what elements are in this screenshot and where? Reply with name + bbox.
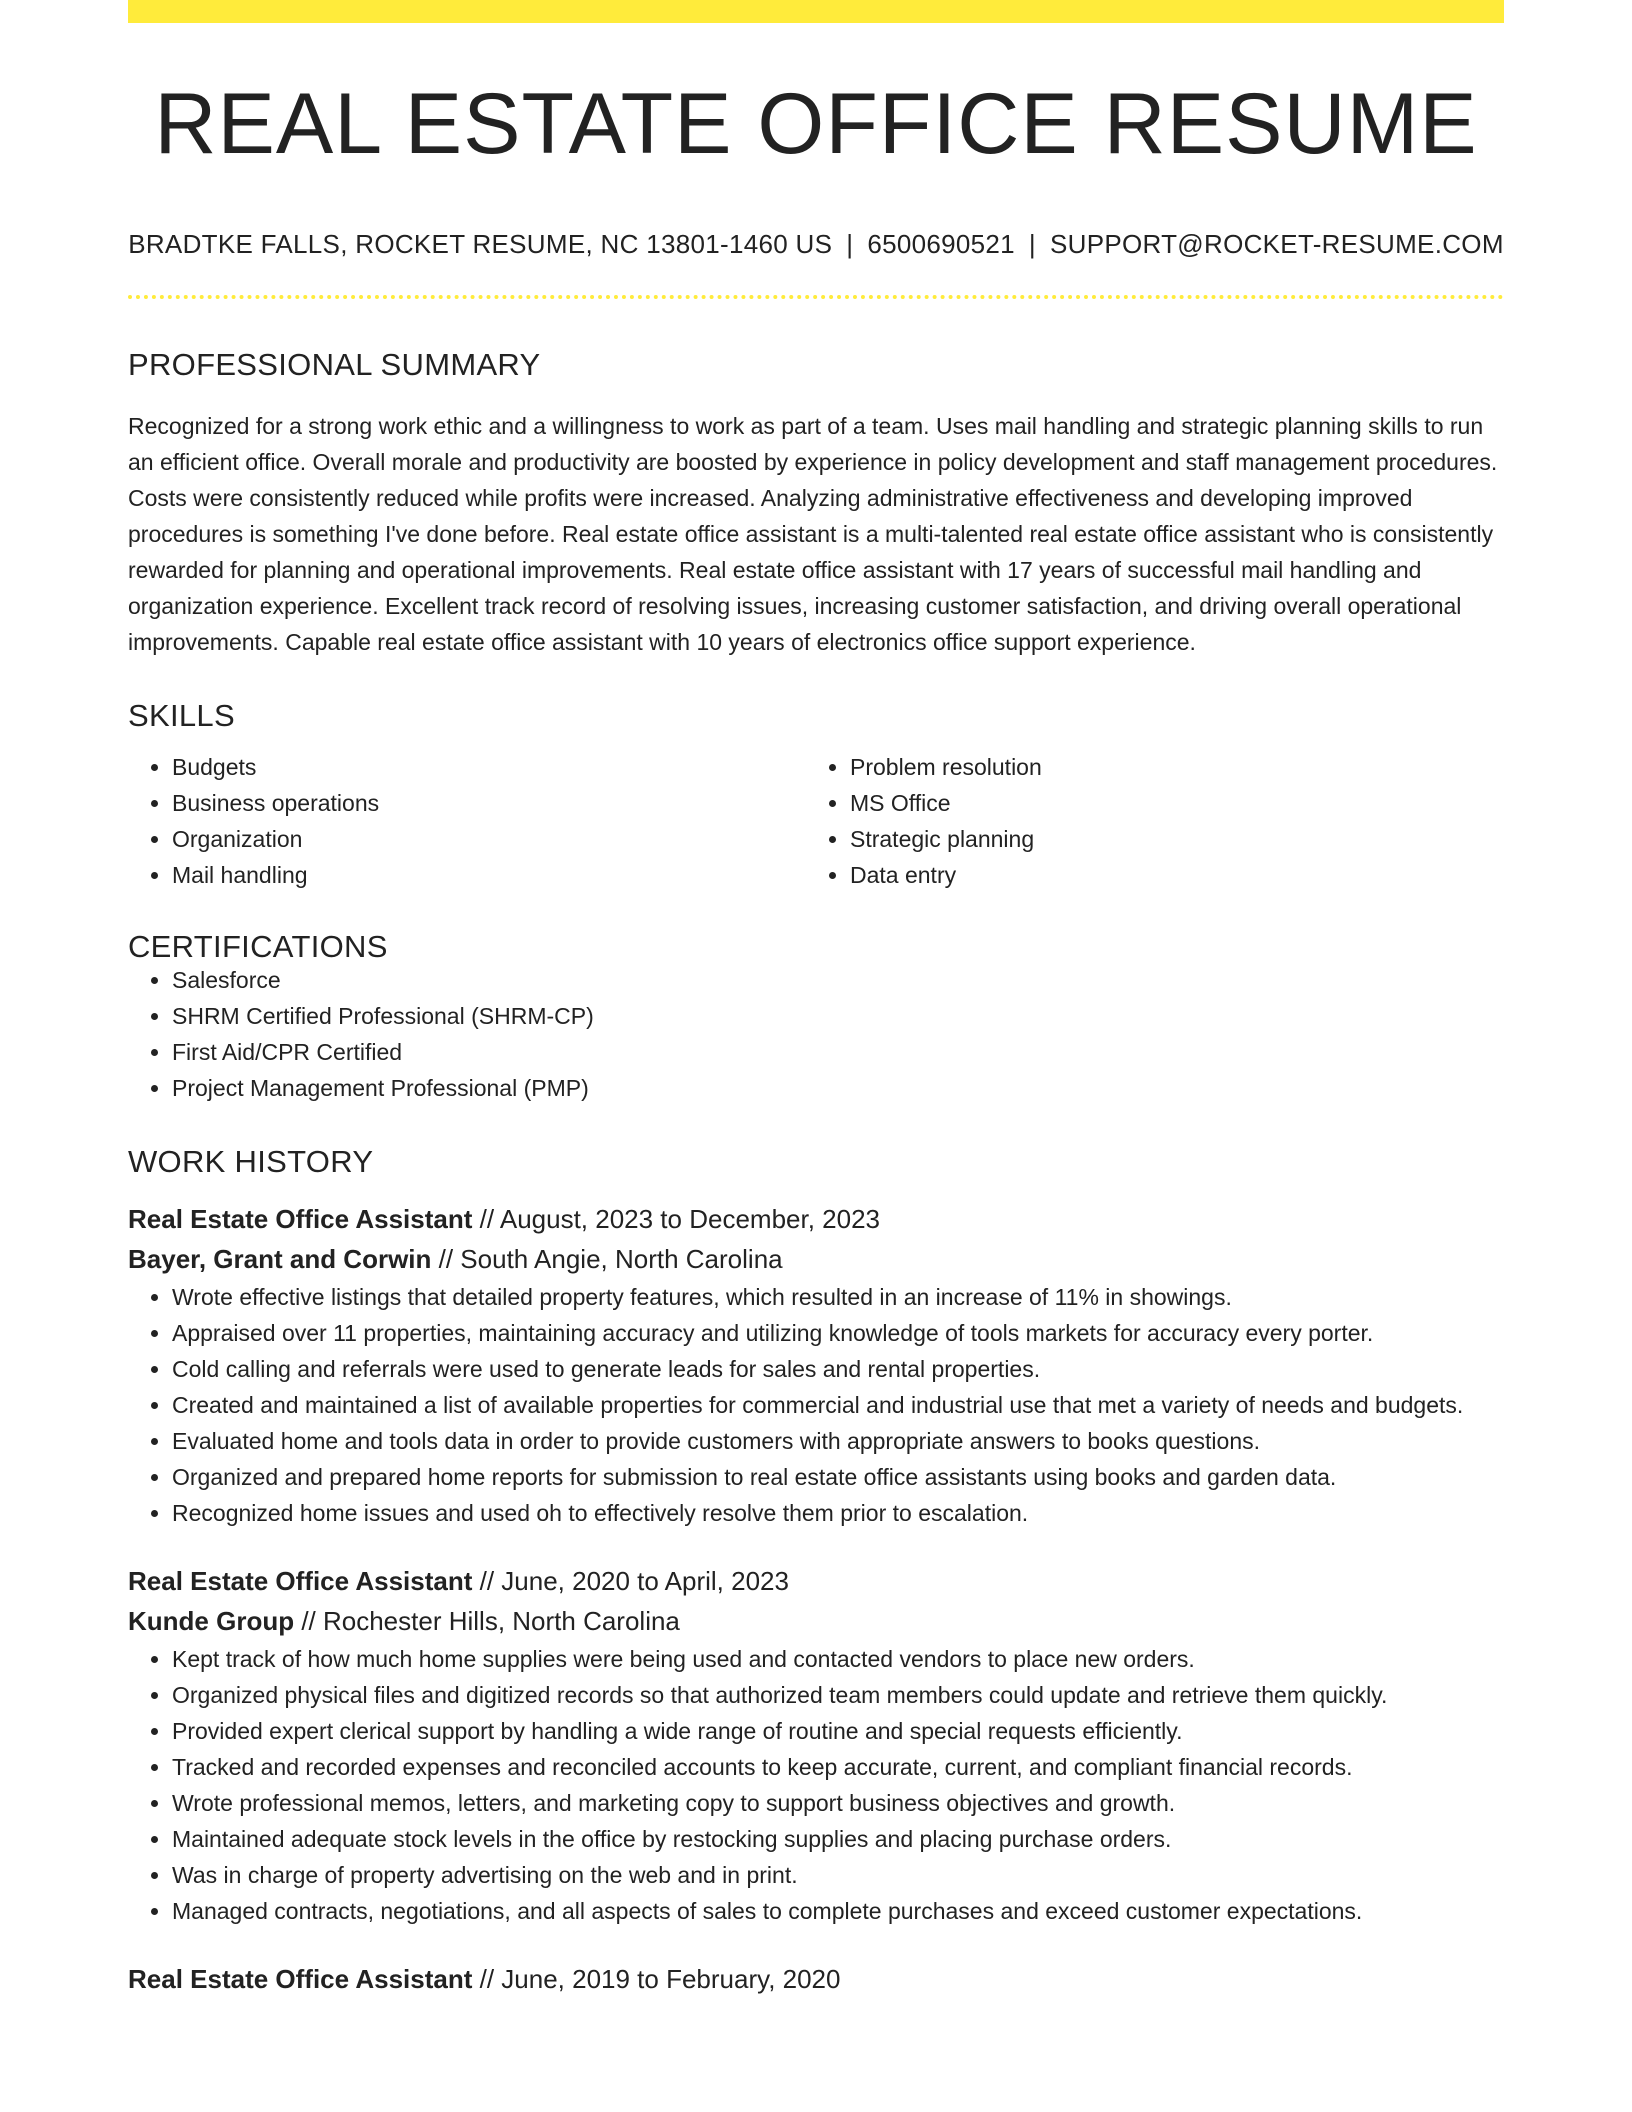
job-company-line [128, 1239, 1504, 1279]
skill-item: • Business operations [172, 785, 806, 821]
job-duty-item: • Recognized home issues and used oh to effectively resolve them prior to escalation. [172, 1495, 1504, 1531]
job-duty-item: • Appraised over 11 properties, maintaining accuracy and utilizing knowledge of tools markets for accuracy every porter. [172, 1315, 1504, 1351]
job-duty-item: • Managed contracts, negotiations, and all aspects of sales to complete purchases and exceed customer expectations. [172, 1893, 1504, 1929]
job-duty-item: • Was in charge of property advertising on the web and in print. [172, 1857, 1504, 1893]
job-title-line [128, 1199, 1504, 1239]
job-duty-item: • Evaluated home and tools data in order to provide customers with appropriate answers to books questions. [172, 1423, 1504, 1459]
skill-item: • Mail handling [172, 857, 806, 893]
certification-item: • Salesforce [172, 962, 1504, 998]
job-dates: // June, 2019 to February, 2020 [472, 1964, 841, 1994]
resume-title: REAL ESTATE OFFICE RESUME [154, 76, 1478, 172]
contact-separator: | [846, 229, 854, 259]
summary-heading: PROFESSIONAL SUMMARY [128, 347, 541, 382]
job-location: // Rochester Hills, North Carolina [294, 1606, 680, 1636]
skill-item: • Problem resolution [850, 749, 1484, 785]
job-duty-item: • Wrote professional memos, letters, and marketing copy to support business objectives and growth. [172, 1785, 1504, 1821]
resume-page [128, 0, 1504, 1999]
certifications-list [128, 962, 1504, 1106]
job-company-line [128, 1601, 1504, 1641]
work-history-heading: WORK HISTORY [128, 1144, 374, 1179]
accent-top-bar [128, 0, 1504, 23]
certification-item: • Project Management Professional (PMP) [172, 1070, 1504, 1106]
job-duty-item: • Maintained adequate stock levels in the office by restocking supplies and placing purchase orders. [172, 1821, 1504, 1857]
job-title-line [128, 1959, 1504, 1999]
job-duty-item: • Tracked and recorded expenses and reconciled accounts to keep accurate, current, and compliant financial records. [172, 1749, 1504, 1785]
job-duties-list [128, 1641, 1504, 1929]
job-duty-item: • Created and maintained a list of available properties for commercial and industrial use that met a variety of needs and budgets. [172, 1387, 1504, 1423]
contact-email: SUPPORT@ROCKET-RESUME.COM [1049, 229, 1504, 259]
dotted-divider [128, 295, 1504, 299]
skill-item: • Strategic planning [850, 821, 1484, 857]
skill-item: • MS Office [850, 785, 1484, 821]
skills-column-right [806, 749, 1484, 893]
job-role: Real Estate Office Assistant [128, 1964, 473, 1994]
certification-item: • SHRM Certified Professional (SHRM-CP) [172, 998, 1504, 1034]
job-duty-item: • Wrote effective listings that detailed property features, which resulted in an increase of 11% in showings. [172, 1279, 1504, 1315]
contact-line [128, 231, 1504, 257]
job-duty-item: • Organized physical files and digitized records so that authorized team members could update and retrieve them quickly. [172, 1677, 1504, 1713]
job-role: Real Estate Office Assistant [128, 1204, 473, 1234]
contact-address: BRADTKE FALLS, ROCKET RESUME, NC 13801-1460 US [128, 229, 833, 259]
contact-separator: | [1028, 229, 1036, 259]
job-company: Kunde Group [128, 1606, 295, 1636]
summary-paragraph: Recognized for a strong work ethic and a willingness to work as part of a team. Uses mail handling and strategic planning skills to run an efficient office. Overall morale and productivity are boosted by experience in policy development and staff management procedures. Costs were consistently reduced while profits were increased. Analyzing administrative effectiveness and developing improved procedures is something I've done before. Real estate office assistant is a multi-talented real estate office assistant who is consistently rewarded for planning and operational improvements. Real estate office assistant with 17 years of successful mail handling and organization experience. Excellent track record of resolving issues, increasing customer satisfaction, and driving overall operational improvements. Capable real estate office assistant with 10 years of electronics office support experience. [128, 413, 1498, 655]
skill-item: • Organization [172, 821, 806, 857]
job-title-line [128, 1561, 1504, 1601]
skills-heading: SKILLS [128, 698, 235, 733]
job-dates: // June, 2020 to April, 2023 [472, 1566, 789, 1596]
job-duty-item: • Organized and prepared home reports for submission to real estate office assistants using books and garden data. [172, 1459, 1504, 1495]
skill-item: • Budgets [172, 749, 806, 785]
certification-item: • First Aid/CPR Certified [172, 1034, 1504, 1070]
skills-columns [128, 749, 1504, 893]
contact-phone: 6500690521 [867, 229, 1015, 259]
job-role: Real Estate Office Assistant [128, 1566, 473, 1596]
skills-column-left [128, 749, 806, 893]
job-company: Bayer, Grant and Corwin [128, 1244, 432, 1274]
job-duty-item: • Provided expert clerical support by handling a wide range of routine and special requests efficiently. [172, 1713, 1504, 1749]
certifications-heading: CERTIFICATIONS [128, 929, 388, 964]
job-location: // South Angie, North Carolina [431, 1244, 783, 1274]
job-duty-item: • Kept track of how much home supplies were being used and contacted vendors to place new orders. [172, 1641, 1504, 1677]
job-duty-item: • Cold calling and referrals were used to generate leads for sales and rental properties. [172, 1351, 1504, 1387]
job-dates: // August, 2023 to December, 2023 [472, 1204, 880, 1234]
job-duties-list [128, 1279, 1504, 1531]
skill-item: • Data entry [850, 857, 1484, 893]
